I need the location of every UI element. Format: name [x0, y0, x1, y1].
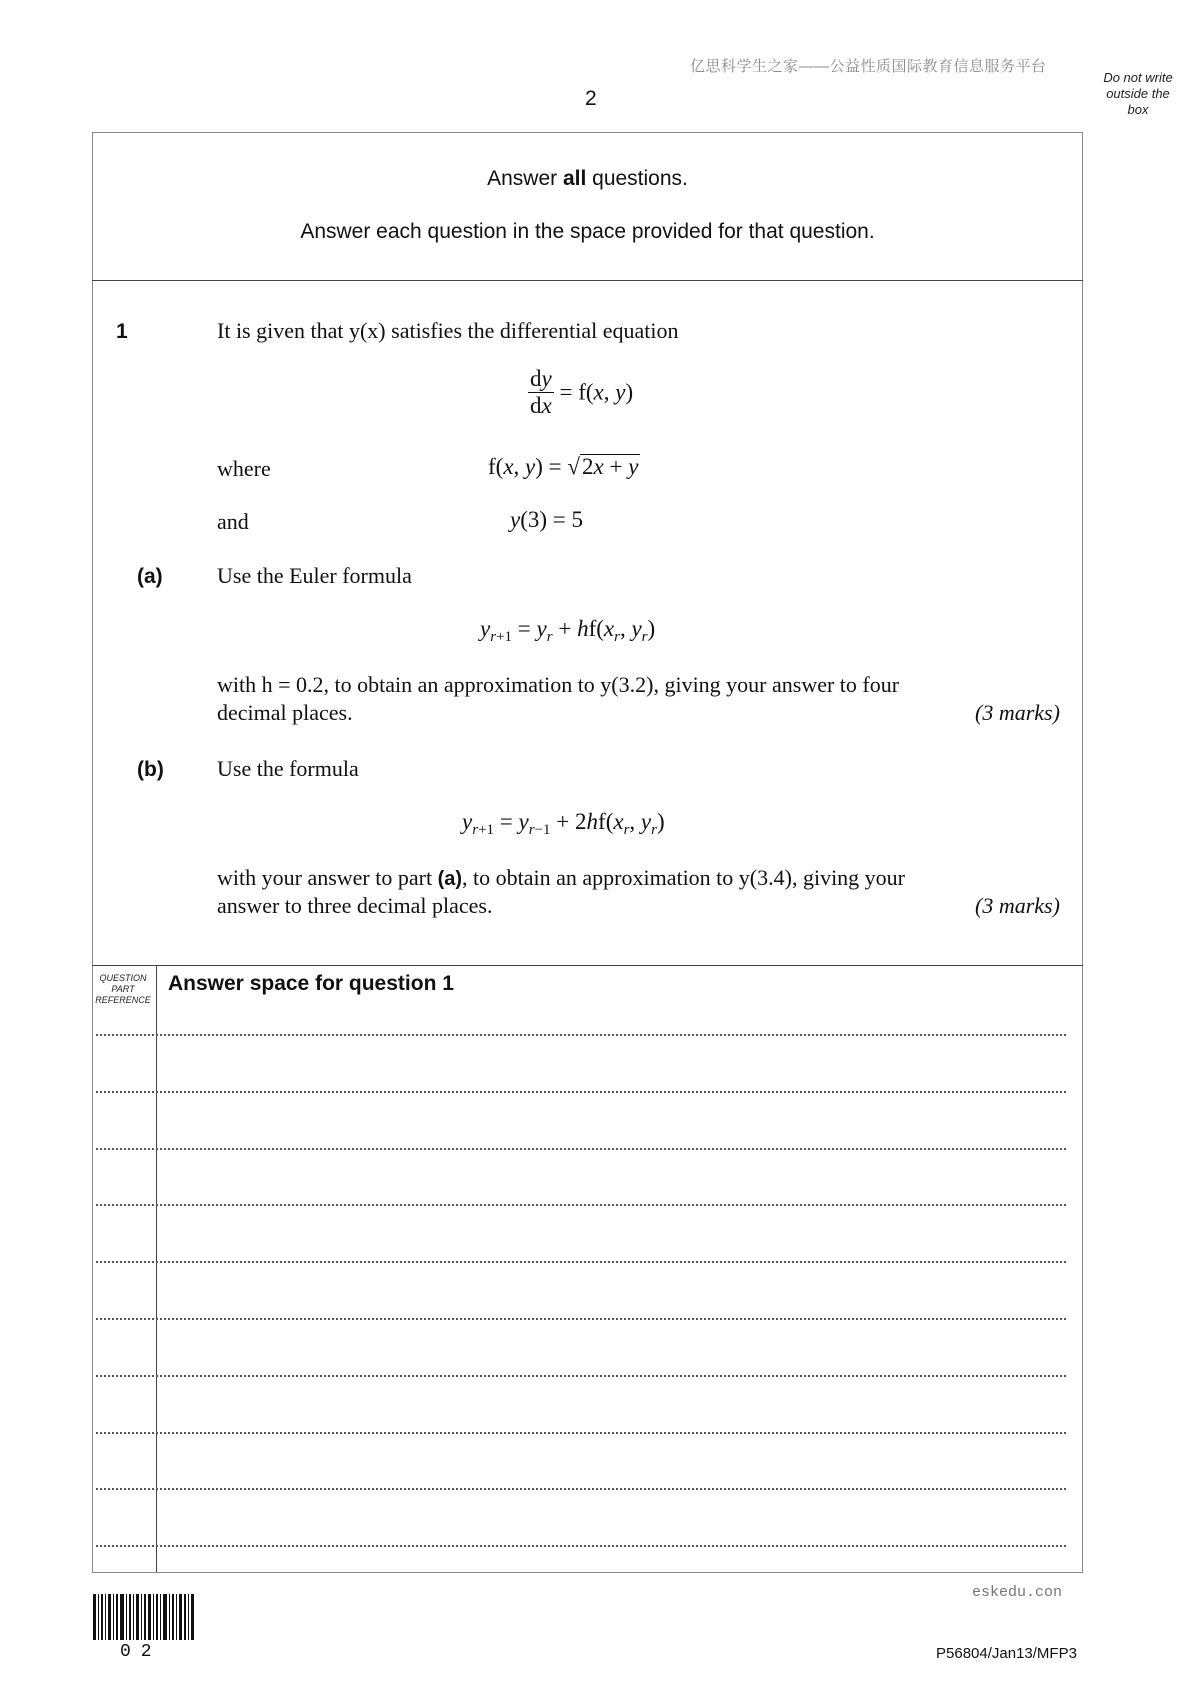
and-label: and	[217, 509, 249, 534]
part-a-label: (a)	[137, 565, 163, 588]
part-b-text-line-1: with your answer to part (a), to obtain an approximation to y(3.4), giving your	[217, 865, 906, 890]
initial-condition: y(3) = 5	[510, 507, 584, 532]
answer-line[interactable]	[96, 1432, 1066, 1434]
reference-column-divider	[156, 966, 157, 1572]
answer-line[interactable]	[96, 1261, 1066, 1263]
part-b-bold-ref: (a)	[437, 868, 463, 890]
margin-note-line-1: Do not write	[1103, 70, 1173, 85]
answer-line[interactable]	[96, 1204, 1066, 1206]
euler-formula: $y_{r+1} = y_r + hf(x_r$, $y_r$)	[480, 616, 656, 645]
part-a-marks: (3 marks)	[975, 700, 1060, 725]
part-b-text-line-2: answer to three decimal places.	[217, 893, 493, 918]
answer-line[interactable]	[96, 1318, 1066, 1320]
differential-equation: $\frac{dy}{dx}$ = f(x, y)	[530, 366, 634, 418]
part-b-intro: Use the formula	[217, 756, 359, 781]
instruction-answer-space: Answer each question in the space provided for that question.	[300, 220, 875, 243]
part-a-text-line-1: with h = 0.2, to obtain an approximation to y(3.2), giving your answer to four	[217, 672, 900, 697]
function-definition: f(x, y) = √2x + y	[488, 454, 639, 479]
part-a-intro: Use the Euler formula	[217, 563, 412, 588]
page-number: 2	[585, 87, 597, 110]
question-intro: It is given that y(x) satisfies the differential equation	[217, 318, 679, 343]
instruction-bold-all: all	[562, 167, 587, 190]
answer-line[interactable]	[96, 1091, 1066, 1093]
instructions-divider	[92, 280, 1083, 281]
question-part-reference-label: QUESTION PART REFERENCE	[95, 973, 151, 1005]
barcode-icon	[93, 1594, 195, 1640]
answer-line[interactable]	[96, 1148, 1066, 1150]
answer-line[interactable]	[96, 1545, 1066, 1547]
watermark-text: 亿思科学生之家——公益性质国际教育信息服务平台	[690, 58, 1047, 75]
answer-line[interactable]	[96, 1375, 1066, 1377]
part-b-label: (b)	[137, 758, 164, 781]
part-a-text-line-2: decimal places.	[217, 700, 353, 725]
part-b-marks: (3 marks)	[975, 893, 1060, 918]
paper-code: P56804/Jan13/MFP3	[936, 1645, 1077, 1662]
instruction-answer-all: Answer all questions.	[487, 167, 688, 190]
barcode-digits: 02	[120, 1642, 162, 1662]
answer-line[interactable]	[96, 1034, 1066, 1036]
midpoint-formula: $y_{r+1} = y_{r-1} + 2hf(x_r$, $y_r$)	[462, 809, 665, 838]
where-label: where	[217, 456, 271, 481]
answer-space-title: Answer space for question 1	[168, 972, 454, 995]
margin-note	[1098, 70, 1178, 118]
margin-note-line-2: outside the	[1106, 86, 1170, 101]
margin-note-line-3: box	[1127, 102, 1149, 117]
footer-site-text: eskedu.con	[972, 1584, 1063, 1601]
question-number: 1	[116, 320, 128, 343]
question-box-border	[92, 132, 1083, 1573]
answer-space-divider	[92, 965, 1083, 966]
answer-line[interactable]	[96, 1488, 1066, 1490]
